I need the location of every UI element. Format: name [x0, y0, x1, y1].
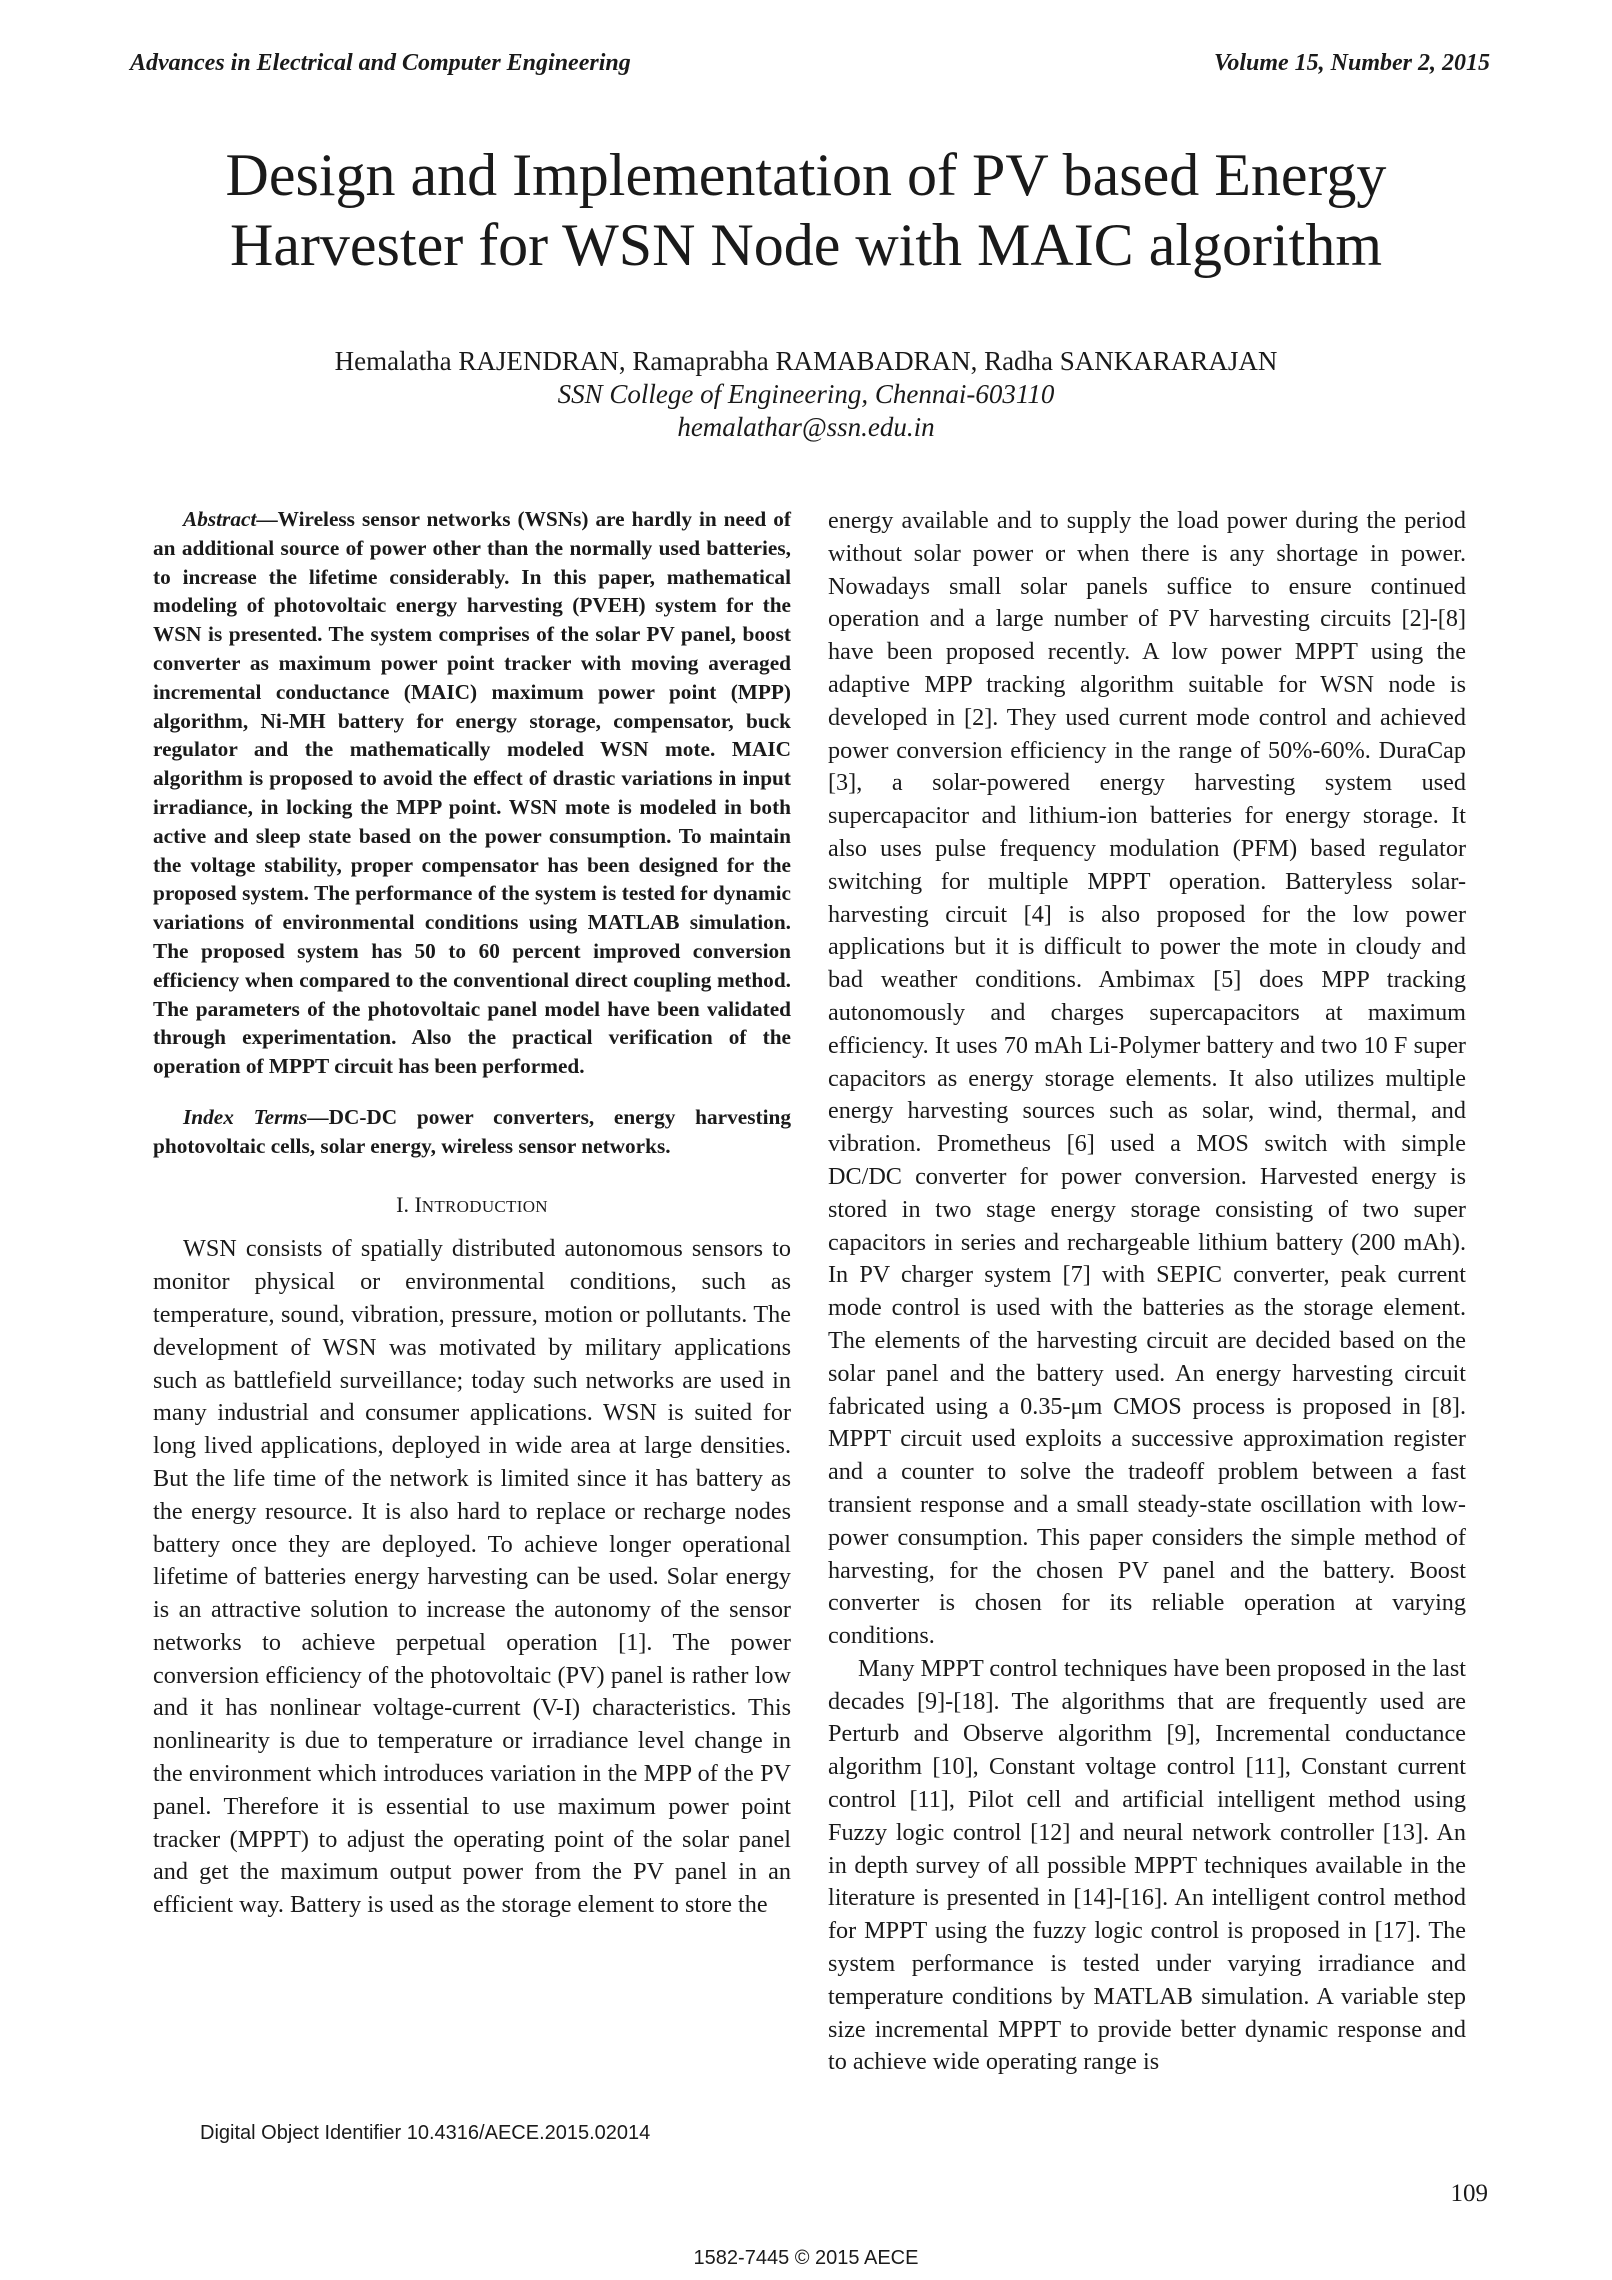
- index-terms: [153, 1103, 791, 1161]
- section-heading-introduction: [153, 1189, 791, 1224]
- intro-paragraph-1-continued: energy available and to supply the load power during the period without solar power or when there is any shortage in power. Nowadays small solar panels suffice to ensure continued operation and a large number of PV harvesting circuits [2]-[8] have been proposed recently. A low power MPPT using the adaptive MPP tracking algorithm suitable for WSN node is developed in [2]. They used current mode control and achieved power conversion efficiency in the range of 50%-60%. DuraCap [3], a solar-powered energy harvesting system used supercapacitor and lithium-ion batteries for energy storage. It also uses pulse frequency modulation (PFM) based regulator switching for multiple MPPT operation. Batteryless solar-harvesting circuit [4] is also proposed for the low power applications but it is difficult to power the mote in cloudy and bad weather conditions. Ambimax [5] does MPP tracking autonomously and charges supercapacitors at maximum efficiency. It uses 70 mAh Li-Polymer battery and two 10 F super capacitors as energy storage elements. It also utilizes multiple energy harvesting sources such as solar, wind, thermal, and vibration. Prometheus [6] used a MOS switch with simple DC/DC converter for power conversion. Harvested energy is stored in two stage energy storage consisting of two super capacitors in series and rechargeable lithium battery (200 mAh). In PV charger system [7] with SEPIC converter, peak current mode control is used with the batteries as the storage element. The elements of the harvesting circuit are decided based on the solar panel and the battery used. An energy harvesting circuit fabricated using a 0.35-μm CMOS process is proposed in [8]. MPPT circuit used exploits a successive approximation register and a counter to solve the tradeoff problem between a fast transient response and a small steady-state oscillation with low-power consumption. This paper considers the simple method of harvesting, for the chosen PV panel and the battery. Boost converter is chosen for its reliable operation at varying conditions.: [828, 507, 1466, 1650]
- index-terms-lead: Index Terms: [183, 1104, 308, 1129]
- issn-footer: 1582-7445 © 2015 AECE: [693, 2247, 919, 2269]
- left-column: [153, 505, 791, 1922]
- author-email: hemalathar@ssn.edu.in: [677, 412, 935, 442]
- index-terms-text: —DC-DC power converters, energy harvesting photovoltaic cells, solar energy, wireless sensor networks.: [153, 1104, 791, 1158]
- author-block: [0, 345, 1612, 444]
- page-number: 109: [1450, 2180, 1488, 2207]
- intro-paragraph-2: Many MPPT control techniques have been proposed in the last decades [9]-[18]. The algorithms that are frequently used are Perturb and Observe algorithm [9], Incremental conductance algorithm [10], Constant voltage control [11], Constant current control [11], Pilot cell and artificial intelligent method using Fuzzy logic control [12] and neural network controller [13]. An in depth survey of all possible MPPT techniques available in the literature is presented in [14]-[16]. An intelligent control method for MPPT using the fuzzy logic control is proposed in [17]. The system performance is tested under varying irradiance and temperature conditions by MATLAB simulation. A variable step size incremental MPPT to provide better dynamic response and to achieve wide operating range is: [828, 1654, 1466, 2076]
- doi-footer: Digital Object Identifier 10.4316/AECE.2015.02014: [200, 2122, 651, 2144]
- intro-paragraph-1: WSN consists of spatially distributed autonomous sensors to monitor physical or environmental conditions, such as temperature, sound, vibration, pressure, motion or pollutants. The development of WSN was motivated by military applications such as battlefield surveillance; today such networks are used in many industrial and consumer applications. WSN is suited for long lived applications, deployed in wide area at large densities. But the life time of the network is limited since it has battery as the energy resource. It is also hard to replace or recharge nodes battery once they are deployed. To achieve longer operational lifetime of batteries energy harvesting can be used. Solar energy is an attractive solution to increase the autonomy of the sensor networks to achieve perpetual operation [1]. The power conversion efficiency of the photovoltaic (PV) panel is rather low and it has nonlinear voltage-current (V-I) characteristics. This nonlinearity is due to temperature or irradiance level change in the environment which introduces variation in the MPP of the PV panel. Therefore it is essential to use maximum power point tracker (MPPT) to adjust the operating point of the solar panel and get the maximum output power from the PV panel in an efficient way. Battery is used as the storage element to store the: [153, 1235, 791, 1919]
- author-affiliation: SSN College of Engineering, Chennai-603110: [557, 379, 1055, 409]
- volume-info: Volume 15, Number 2, 2015: [1213, 50, 1490, 76]
- abstract: [153, 505, 791, 1081]
- section-number: I.: [396, 1191, 409, 1217]
- section-title-first: I: [414, 1191, 422, 1217]
- section-title-rest: NTRODUCTION: [421, 1196, 548, 1216]
- journal-name: Advances in Electrical and Computer Engineering: [130, 50, 631, 76]
- abstract-lead: Abstract: [183, 507, 257, 531]
- right-column: [828, 505, 1466, 2079]
- author-names: Hemalatha RAJENDRAN, Ramaprabha RAMABADRAN, Radha SANKARARAJAN: [334, 346, 1278, 376]
- title-line-1: Design and Implementation of PV based Energy: [225, 142, 1387, 208]
- abstract-text: —Wireless sensor networks (WSNs) are hardly in need of an additional source of power other than the normally used batteries, to increase the lifetime considerably. In this paper, mathematical modeling of photovoltaic energy harvesting (PVEH) system for the WSN is presented. The system comprises of the solar PV panel, boost converter as maximum power point tracker with moving averaged incremental conductance (MAIC) maximum power point (MPP) algorithm, Ni-MH battery for energy storage, compensator, buck regulator and the mathematically modeled WSN mote. MAIC algorithm is proposed to avoid the effect of drastic variations in input irradiance, in locking the MPP point. WSN mote is modeled in both active and sleep state based on the power consumption. To maintain the voltage stability, proper compensator has been designed for the proposed system. The performance of the system is tested for dynamic variations of environmental conditions using MATLAB simulation. The proposed system has 50 to 60 percent improved conversion efficiency when compared to the conventional direct coupling method. The parameters of the photovoltaic panel model have been validated through experimentation. Also the practical verification of the operation of MPPT circuit has been performed.: [153, 507, 791, 1079]
- title-line-2: Harvester for WSN Node with MAIC algorithm: [229, 212, 1382, 278]
- paper-title: [0, 140, 1612, 280]
